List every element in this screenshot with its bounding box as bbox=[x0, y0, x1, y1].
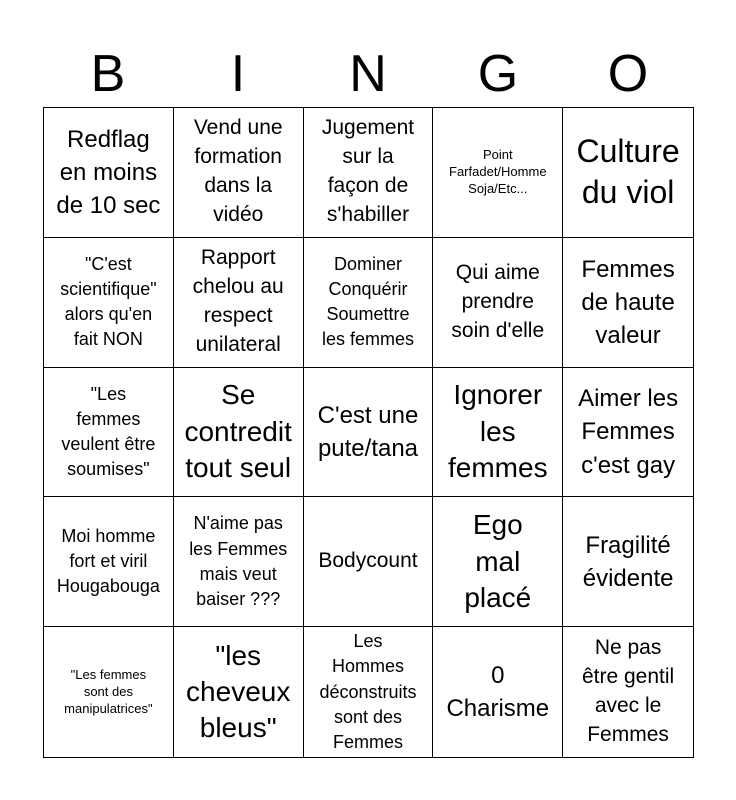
bingo-cell[interactable] bbox=[433, 368, 563, 498]
bingo-cell[interactable] bbox=[174, 368, 304, 498]
cell-text: Ego mal placé bbox=[464, 509, 532, 613]
header-letter-g: G bbox=[477, 45, 519, 103]
bingo-cell[interactable] bbox=[44, 627, 174, 757]
bingo-cell[interactable] bbox=[433, 497, 563, 627]
bingo-cell[interactable] bbox=[304, 627, 434, 757]
header-letter-o: O bbox=[607, 45, 649, 103]
cell-text: Vend une formation dans la vidéo bbox=[193, 116, 283, 227]
bingo-cell[interactable] bbox=[563, 368, 693, 498]
bingo-cell[interactable] bbox=[563, 108, 693, 238]
cell-text: Les Hommes déconstruits sont des Femmes bbox=[319, 631, 417, 752]
bingo-cell[interactable] bbox=[563, 497, 693, 627]
bingo-cell[interactable] bbox=[304, 238, 434, 368]
bingo-cell[interactable] bbox=[44, 497, 174, 627]
bingo-cell[interactable] bbox=[174, 238, 304, 368]
cell-text: "C'est scientifique" alors qu'en fait NON bbox=[60, 253, 157, 350]
header-letter-b: B bbox=[90, 45, 126, 103]
bingo-cell[interactable] bbox=[44, 108, 174, 238]
cell-text: Qui aime prendre soin d'elle bbox=[451, 260, 545, 342]
bingo-cell[interactable] bbox=[433, 627, 563, 757]
cell-text: C'est une pute/tana bbox=[317, 401, 419, 462]
bingo-cell[interactable] bbox=[174, 108, 304, 238]
bingo-board bbox=[43, 107, 694, 758]
bingo-cell[interactable] bbox=[44, 238, 174, 368]
cell-text: Rapport chelou au respect unilateral bbox=[192, 246, 284, 357]
bingo-cell[interactable] bbox=[174, 627, 304, 757]
bingo-cell[interactable] bbox=[563, 627, 693, 757]
cell-text: 0 Charisme bbox=[446, 661, 550, 723]
bingo-cell[interactable] bbox=[304, 368, 434, 498]
cell-text: Point Farfadet/Homme Soja/Etc... bbox=[449, 147, 547, 196]
bingo-header bbox=[43, 40, 693, 108]
bingo-cell[interactable] bbox=[304, 108, 434, 238]
bingo-cell[interactable] bbox=[174, 497, 304, 627]
cell-text: Fragilité évidente bbox=[582, 531, 674, 592]
bingo-cell[interactable] bbox=[433, 238, 563, 368]
cell-text: Ignorer les femmes bbox=[448, 379, 548, 484]
cell-text: Dominer Conquérir Soumettre les femmes bbox=[321, 253, 414, 350]
cell-text: Redflag en moins de 10 sec bbox=[56, 125, 161, 219]
cell-text: "Les femmes veulent être soumises" bbox=[61, 383, 156, 480]
bingo-cell[interactable] bbox=[433, 108, 563, 238]
cell-text: Ne pas être gentil avec le Femmes bbox=[581, 636, 675, 747]
bingo-cell[interactable] bbox=[304, 497, 434, 627]
cell-text: "les cheveux bleus" bbox=[186, 639, 291, 744]
cell-text: "Les femmes sont des manipulatrices" bbox=[64, 666, 153, 716]
cell-text: Jugement sur la façon de s'habiller bbox=[321, 116, 415, 227]
bingo-cell[interactable] bbox=[563, 238, 693, 368]
bingo-cell[interactable] bbox=[44, 368, 174, 498]
cell-text: Bodycount bbox=[318, 549, 418, 573]
cell-text: Moi homme fort et viril Hougabouga bbox=[56, 526, 160, 597]
cell-text: Femmes de haute valeur bbox=[581, 255, 675, 349]
cell-text: Se contredit tout seul bbox=[184, 379, 292, 484]
cell-text: N'aime pas les Femmes mais veut baiser ??? bbox=[189, 513, 288, 609]
header-letter-i: I bbox=[230, 45, 246, 103]
cell-text: Culture du viol bbox=[576, 132, 680, 211]
cell-text: Aimer les Femmes c'est gay bbox=[578, 385, 679, 479]
header-letter-n: N bbox=[349, 45, 387, 103]
